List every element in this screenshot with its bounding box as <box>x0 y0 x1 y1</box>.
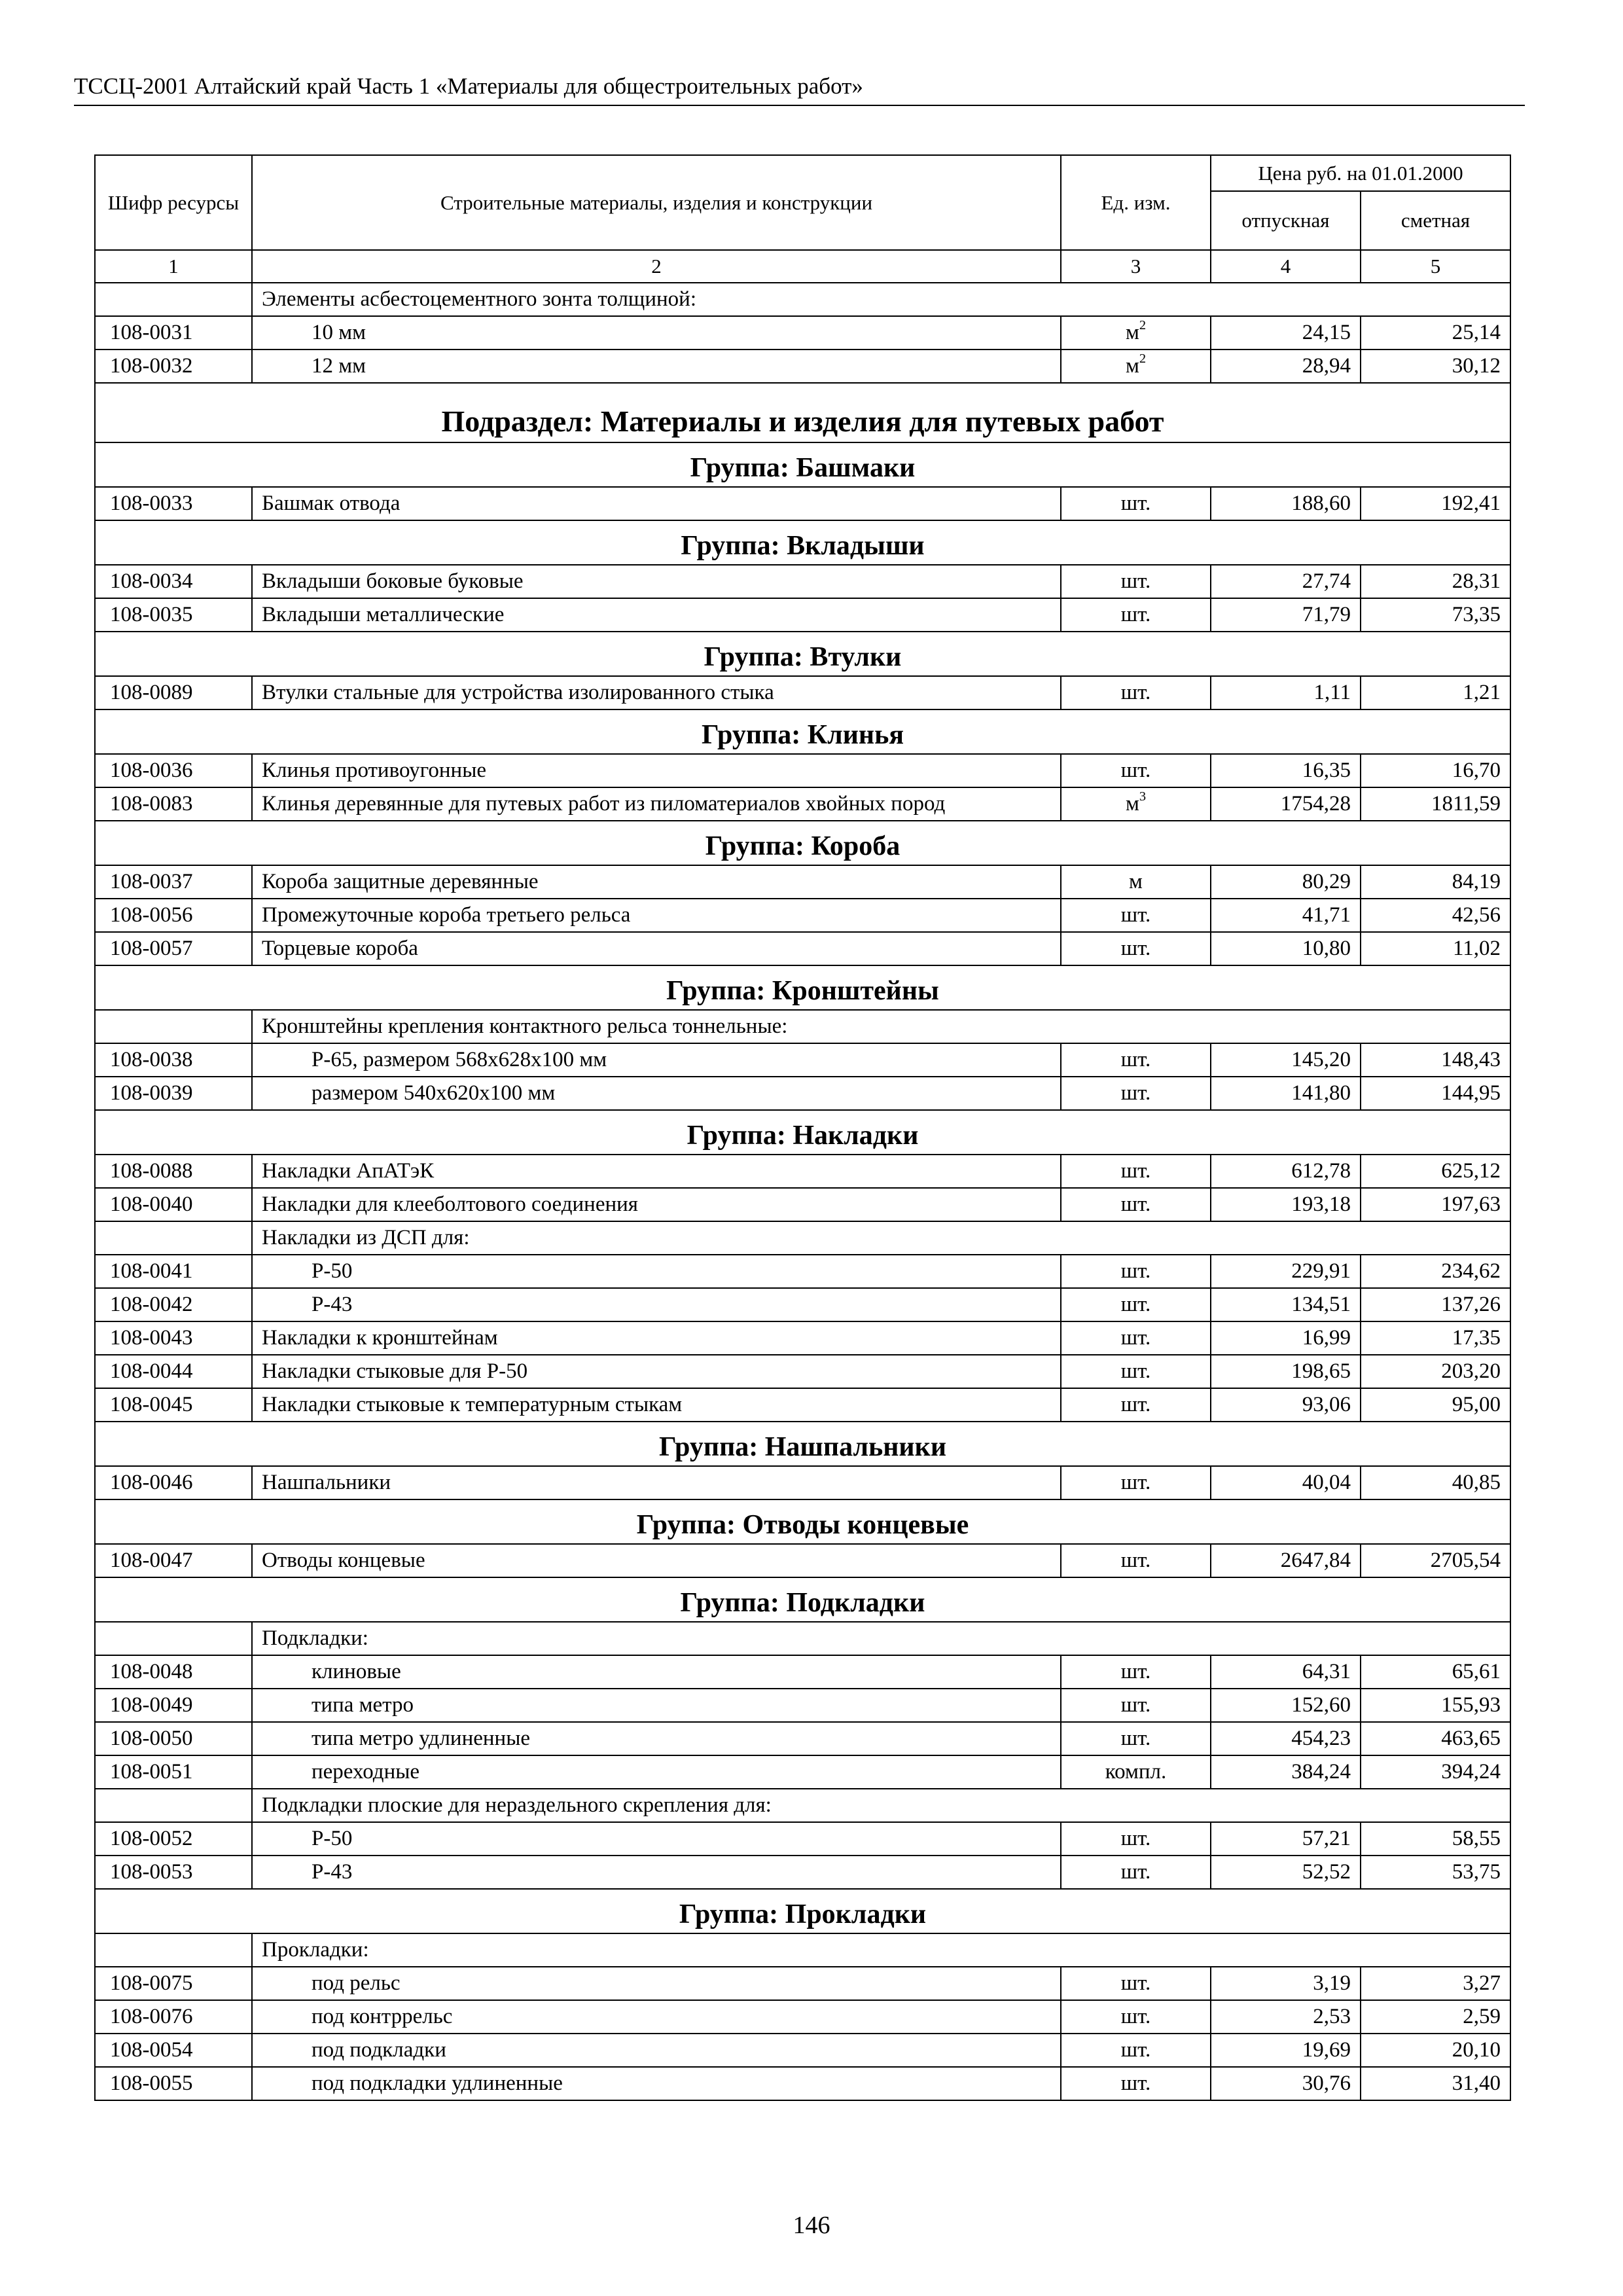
resource-code: 108-0054 <box>95 2034 252 2067</box>
material-name: клиновые <box>252 1655 1061 1689</box>
unit-text: м <box>1125 792 1139 816</box>
material-name: размером 540х620х100 мм <box>252 1077 1061 1110</box>
group-title: Группа: Башмаки <box>95 442 1510 487</box>
group-row <box>95 1889 1510 1933</box>
resource-code: 108-0047 <box>95 1544 252 1577</box>
column-numbers-row <box>95 250 1510 283</box>
estimate-price: 73,35 <box>1361 598 1510 632</box>
release-price: 93,06 <box>1211 1388 1361 1422</box>
column-header-release-price: отпускная <box>1211 191 1361 250</box>
material-name: Башмак отвода <box>252 487 1061 520</box>
column-header-unit: Ед. изм. <box>1061 155 1211 250</box>
material-name: Торцевые короба <box>252 932 1061 965</box>
subsection-title: Подраздел: Материалы и изделия для путевых работ <box>95 383 1510 442</box>
estimate-price: 53,75 <box>1361 1856 1510 1889</box>
unit-text: шт. <box>1120 937 1151 961</box>
estimate-price: 2705,54 <box>1361 1544 1510 1577</box>
material-name: 10 мм <box>252 316 1061 350</box>
estimate-price: 58,55 <box>1361 1822 1510 1856</box>
description-text: Прокладки: <box>252 1933 1510 1967</box>
group-row <box>95 1499 1510 1544</box>
column-number: 3 <box>1061 250 1211 283</box>
release-price: 41,71 <box>1211 899 1361 932</box>
material-name: типа метро удлиненные <box>252 1722 1061 1755</box>
resource-code: 108-0055 <box>95 2067 252 2100</box>
release-price: 52,52 <box>1211 1856 1361 1889</box>
material-name: Вкладыши металлические <box>252 598 1061 632</box>
table-row <box>95 2000 1510 2034</box>
material-name: Втулки стальные для устройства изолированного стыка <box>252 676 1061 709</box>
unit-text: шт. <box>1120 1393 1151 1417</box>
resource-code: 108-0037 <box>95 865 252 899</box>
unit-cell <box>1061 1355 1211 1388</box>
table-body <box>95 283 1510 2100</box>
unit-cell <box>1061 1043 1211 1077</box>
unit-cell <box>1061 1255 1211 1288</box>
unit-exponent: 2 <box>1139 318 1147 333</box>
unit-text: шт. <box>1120 1860 1151 1884</box>
material-name: Р-50 <box>252 1822 1061 1856</box>
unit-cell <box>1061 1466 1211 1499</box>
unit-cell <box>1061 865 1211 899</box>
material-name: Накладки АпАТэК <box>252 1155 1061 1188</box>
release-price: 141,80 <box>1211 1077 1361 1110</box>
group-title: Группа: Короба <box>95 821 1510 865</box>
group-title: Группа: Нашпальники <box>95 1422 1510 1466</box>
group-row <box>95 1110 1510 1155</box>
column-header-price-group: Цена руб. на 01.01.2000 <box>1211 155 1510 191</box>
release-price: 16,99 <box>1211 1321 1361 1355</box>
estimate-price: 40,85 <box>1361 1466 1510 1499</box>
material-name: Накладки стыковые для Р-50 <box>252 1355 1061 1388</box>
table-row <box>95 350 1510 383</box>
resource-code: 108-0035 <box>95 598 252 632</box>
release-price: 229,91 <box>1211 1255 1361 1288</box>
description-row <box>95 1221 1510 1255</box>
material-name: Отводы концевые <box>252 1544 1061 1577</box>
column-number: 5 <box>1361 250 1510 283</box>
estimate-price: 84,19 <box>1361 865 1510 899</box>
table-header-row <box>95 155 1510 191</box>
group-title: Группа: Вкладыши <box>95 520 1510 565</box>
table-row <box>95 1321 1510 1355</box>
release-price: 28,94 <box>1211 350 1361 383</box>
description-row <box>95 283 1510 316</box>
unit-text: шт. <box>1120 1259 1151 1283</box>
release-price: 57,21 <box>1211 1822 1361 1856</box>
subsection-row <box>95 383 1510 442</box>
estimate-price: 625,12 <box>1361 1155 1510 1188</box>
unit-text: шт. <box>1120 1359 1151 1384</box>
material-name: Накладки стыковые к температурным стыкам <box>252 1388 1061 1422</box>
material-name: под контррельс <box>252 2000 1061 2034</box>
column-number: 1 <box>95 250 252 283</box>
price-table <box>94 154 1511 2101</box>
estimate-price: 28,31 <box>1361 565 1510 598</box>
estimate-price: 20,10 <box>1361 2034 1510 2067</box>
table-row <box>95 598 1510 632</box>
table-row <box>95 1466 1510 1499</box>
resource-code: 108-0031 <box>95 316 252 350</box>
resource-code: 108-0041 <box>95 1255 252 1288</box>
table-row <box>95 1655 1510 1689</box>
group-row <box>95 442 1510 487</box>
estimate-price: 31,40 <box>1361 2067 1510 2100</box>
table-row <box>95 565 1510 598</box>
unit-cell <box>1061 1288 1211 1321</box>
group-title: Группа: Подкладки <box>95 1577 1510 1622</box>
unit-cell <box>1061 787 1211 821</box>
resource-code: 108-0036 <box>95 754 252 787</box>
group-row <box>95 1577 1510 1622</box>
material-name: Накладки к кронштейнам <box>252 1321 1061 1355</box>
group-row <box>95 632 1510 676</box>
unit-cell <box>1061 316 1211 350</box>
resource-code: 108-0039 <box>95 1077 252 1110</box>
description-text: Подкладки: <box>252 1622 1510 1655</box>
unit-cell <box>1061 487 1211 520</box>
resource-code: 108-0043 <box>95 1321 252 1355</box>
material-name: Клинья противоугонные <box>252 754 1061 787</box>
resource-code: 108-0051 <box>95 1755 252 1789</box>
unit-cell <box>1061 2034 1211 2067</box>
release-price: 612,78 <box>1211 1155 1361 1188</box>
material-name: Р-50 <box>252 1255 1061 1288</box>
unit-text: м <box>1125 321 1139 345</box>
group-title: Группа: Накладки <box>95 1110 1510 1155</box>
unit-cell <box>1061 565 1211 598</box>
description-row <box>95 1010 1510 1043</box>
unit-text: шт. <box>1120 2038 1151 2062</box>
unit-cell <box>1061 350 1211 383</box>
unit-text: компл. <box>1105 1760 1167 1784</box>
release-price: 27,74 <box>1211 565 1361 598</box>
description-text: Элементы асбестоцементного зонта толщиной: <box>252 283 1510 316</box>
unit-cell <box>1061 1755 1211 1789</box>
table-row <box>95 1822 1510 1856</box>
description-text: Кронштейны крепления контактного рельса тоннельные: <box>252 1010 1510 1043</box>
column-header-code: Шифр ресурсы <box>95 155 252 250</box>
table-row <box>95 1722 1510 1755</box>
document-header-title: ТССЦ-2001 Алтайский край Часть 1 «Материалы для общестроительных работ» <box>74 73 863 99</box>
table-row <box>95 899 1510 932</box>
release-price: 454,23 <box>1211 1722 1361 1755</box>
resource-code: 108-0040 <box>95 1188 252 1221</box>
estimate-price: 2,59 <box>1361 2000 1510 2034</box>
resource-code: 108-0046 <box>95 1466 252 1499</box>
unit-text: шт. <box>1120 1081 1151 1105</box>
table-row <box>95 865 1510 899</box>
material-name: Клинья деревянные для путевых работ из пиломатериалов хвойных пород <box>252 787 1061 821</box>
unit-text: шт. <box>1120 2072 1151 2096</box>
table-row <box>95 932 1510 965</box>
unit-cell <box>1061 1188 1211 1221</box>
description-row <box>95 1933 1510 1967</box>
group-row <box>95 1422 1510 1466</box>
release-price: 3,19 <box>1211 1967 1361 2000</box>
release-price: 198,65 <box>1211 1355 1361 1388</box>
estimate-price: 148,43 <box>1361 1043 1510 1077</box>
resource-code: 108-0034 <box>95 565 252 598</box>
estimate-price: 1811,59 <box>1361 787 1510 821</box>
unit-cell <box>1061 1388 1211 1422</box>
release-price: 2647,84 <box>1211 1544 1361 1577</box>
unit-cell <box>1061 2067 1211 2100</box>
unit-text: шт. <box>1120 2005 1151 2029</box>
resource-code: 108-0089 <box>95 676 252 709</box>
unit-cell <box>1061 1655 1211 1689</box>
resource-code: 108-0056 <box>95 899 252 932</box>
table-row <box>95 1043 1510 1077</box>
material-name: под подкладки удлиненные <box>252 2067 1061 2100</box>
unit-text: шт. <box>1120 1660 1151 1684</box>
estimate-price: 25,14 <box>1361 316 1510 350</box>
table-row <box>95 487 1510 520</box>
table-row <box>95 1188 1510 1221</box>
group-title: Группа: Отводы концевые <box>95 1499 1510 1544</box>
unit-cell <box>1061 1856 1211 1889</box>
resource-code: 108-0050 <box>95 1722 252 1755</box>
unit-text: шт. <box>1120 492 1151 516</box>
resource-code: 108-0053 <box>95 1856 252 1889</box>
unit-text: шт. <box>1120 1326 1151 1350</box>
code-cell-empty <box>95 1622 252 1655</box>
material-name: под подкладки <box>252 2034 1061 2067</box>
release-price: 152,60 <box>1211 1689 1361 1722</box>
table-row <box>95 1155 1510 1188</box>
material-name: Р-65, размером 568х628х100 мм <box>252 1043 1061 1077</box>
release-price: 145,20 <box>1211 1043 1361 1077</box>
resource-code: 108-0033 <box>95 487 252 520</box>
table-row <box>95 1077 1510 1110</box>
unit-text: шт. <box>1120 1727 1151 1751</box>
unit-cell <box>1061 1822 1211 1856</box>
table-row <box>95 1544 1510 1577</box>
group-row <box>95 709 1510 754</box>
release-price: 1754,28 <box>1211 787 1361 821</box>
table-row <box>95 1689 1510 1722</box>
column-header-estimate-price: сметная <box>1361 191 1510 250</box>
estimate-price: 203,20 <box>1361 1355 1510 1388</box>
unit-text: шт. <box>1120 1549 1151 1573</box>
estimate-price: 17,35 <box>1361 1321 1510 1355</box>
resource-code: 108-0049 <box>95 1689 252 1722</box>
unit-cell <box>1061 754 1211 787</box>
material-name: Р-43 <box>252 1856 1061 1889</box>
table-row <box>95 316 1510 350</box>
table-row <box>95 1967 1510 2000</box>
estimate-price: 144,95 <box>1361 1077 1510 1110</box>
estimate-price: 197,63 <box>1361 1188 1510 1221</box>
release-price: 2,53 <box>1211 2000 1361 2034</box>
table-row <box>95 1388 1510 1422</box>
estimate-price: 1,21 <box>1361 676 1510 709</box>
table-row <box>95 2067 1510 2100</box>
release-price: 19,69 <box>1211 2034 1361 2067</box>
estimate-price: 3,27 <box>1361 1967 1510 2000</box>
unit-cell <box>1061 676 1211 709</box>
release-price: 40,04 <box>1211 1466 1361 1499</box>
unit-text: шт. <box>1120 759 1151 783</box>
release-price: 16,35 <box>1211 754 1361 787</box>
resource-code: 108-0083 <box>95 787 252 821</box>
table-row <box>95 1255 1510 1288</box>
release-price: 30,76 <box>1211 2067 1361 2100</box>
material-name: Накладки для клееболтового соединения <box>252 1188 1061 1221</box>
estimate-price: 394,24 <box>1361 1755 1510 1789</box>
resource-code: 108-0045 <box>95 1388 252 1422</box>
release-price: 64,31 <box>1211 1655 1361 1689</box>
estimate-price: 42,56 <box>1361 899 1510 932</box>
material-name: типа метро <box>252 1689 1061 1722</box>
column-number: 2 <box>252 250 1061 283</box>
release-price: 80,29 <box>1211 865 1361 899</box>
release-price: 1,11 <box>1211 676 1361 709</box>
unit-cell <box>1061 1689 1211 1722</box>
release-price: 24,15 <box>1211 316 1361 350</box>
unit-text: м <box>1125 354 1139 378</box>
resource-code: 108-0042 <box>95 1288 252 1321</box>
estimate-price: 234,62 <box>1361 1255 1510 1288</box>
unit-text: шт. <box>1120 1048 1151 1072</box>
unit-cell <box>1061 598 1211 632</box>
material-name: Р-43 <box>252 1288 1061 1321</box>
description-row <box>95 1789 1510 1822</box>
estimate-price: 192,41 <box>1361 487 1510 520</box>
group-title: Группа: Втулки <box>95 632 1510 676</box>
unit-exponent: 2 <box>1139 351 1147 367</box>
material-name: Нашпальники <box>252 1466 1061 1499</box>
resource-code: 108-0048 <box>95 1655 252 1689</box>
resource-code: 108-0038 <box>95 1043 252 1077</box>
table-row <box>95 754 1510 787</box>
unit-cell <box>1061 1544 1211 1577</box>
description-row <box>95 1622 1510 1655</box>
group-row <box>95 520 1510 565</box>
estimate-price: 30,12 <box>1361 350 1510 383</box>
material-name: под рельс <box>252 1967 1061 2000</box>
unit-text: шт. <box>1120 1971 1151 1996</box>
unit-text: шт. <box>1120 1159 1151 1183</box>
material-name: Промежуточные короба третьего рельса <box>252 899 1061 932</box>
material-name: 12 мм <box>252 350 1061 383</box>
resource-code: 108-0075 <box>95 1967 252 2000</box>
material-name: Вкладыши боковые буковые <box>252 565 1061 598</box>
group-row <box>95 821 1510 865</box>
table-row <box>95 676 1510 709</box>
unit-text: шт. <box>1120 1193 1151 1217</box>
code-cell-empty <box>95 1789 252 1822</box>
unit-text: шт. <box>1120 603 1151 627</box>
unit-exponent: 3 <box>1139 789 1147 804</box>
column-header-name: Строительные материалы, изделия и конструкции <box>252 155 1061 250</box>
unit-text: м <box>1129 870 1143 894</box>
unit-text: шт. <box>1120 1693 1151 1717</box>
unit-text: шт. <box>1120 1827 1151 1851</box>
column-number: 4 <box>1211 250 1361 283</box>
description-text: Подкладки плоские для нераздельного скрепления для: <box>252 1789 1510 1822</box>
unit-cell <box>1061 1967 1211 2000</box>
code-cell-empty <box>95 283 252 316</box>
estimate-price: 65,61 <box>1361 1655 1510 1689</box>
release-price: 384,24 <box>1211 1755 1361 1789</box>
code-cell-empty <box>95 1010 252 1043</box>
unit-text: шт. <box>1120 1471 1151 1495</box>
table-row <box>95 787 1510 821</box>
estimate-price: 463,65 <box>1361 1722 1510 1755</box>
resource-code: 108-0088 <box>95 1155 252 1188</box>
code-cell-empty <box>95 1221 252 1255</box>
unit-cell <box>1061 932 1211 965</box>
release-price: 10,80 <box>1211 932 1361 965</box>
resource-code: 108-0032 <box>95 350 252 383</box>
estimate-price: 137,26 <box>1361 1288 1510 1321</box>
material-name: Короба защитные деревянные <box>252 865 1061 899</box>
unit-text: шт. <box>1120 681 1151 705</box>
table-row <box>95 1288 1510 1321</box>
page-number: 146 <box>793 2212 830 2239</box>
group-row <box>95 965 1510 1010</box>
release-price: 188,60 <box>1211 487 1361 520</box>
unit-text: шт. <box>1120 1293 1151 1317</box>
unit-cell <box>1061 1321 1211 1355</box>
resource-code: 108-0052 <box>95 1822 252 1856</box>
unit-cell <box>1061 2000 1211 2034</box>
resource-code: 108-0057 <box>95 932 252 965</box>
unit-cell <box>1061 1722 1211 1755</box>
table-row <box>95 1755 1510 1789</box>
resource-code: 108-0076 <box>95 2000 252 2034</box>
release-price: 134,51 <box>1211 1288 1361 1321</box>
material-name: переходные <box>252 1755 1061 1789</box>
resource-code: 108-0044 <box>95 1355 252 1388</box>
table-row <box>95 1355 1510 1388</box>
table-row <box>95 1856 1510 1889</box>
unit-cell <box>1061 1155 1211 1188</box>
group-title: Группа: Прокладки <box>95 1889 1510 1933</box>
estimate-price: 95,00 <box>1361 1388 1510 1422</box>
group-title: Группа: Кронштейны <box>95 965 1510 1010</box>
description-text: Накладки из ДСП для: <box>252 1221 1510 1255</box>
release-price: 193,18 <box>1211 1188 1361 1221</box>
unit-cell <box>1061 1077 1211 1110</box>
unit-text: шт. <box>1120 903 1151 927</box>
code-cell-empty <box>95 1933 252 1967</box>
header-divider <box>74 105 1525 106</box>
estimate-price: 16,70 <box>1361 754 1510 787</box>
unit-cell <box>1061 899 1211 932</box>
release-price: 71,79 <box>1211 598 1361 632</box>
estimate-price: 11,02 <box>1361 932 1510 965</box>
table-row <box>95 2034 1510 2067</box>
estimate-price: 155,93 <box>1361 1689 1510 1722</box>
group-title: Группа: Клинья <box>95 709 1510 754</box>
unit-text: шт. <box>1120 569 1151 594</box>
